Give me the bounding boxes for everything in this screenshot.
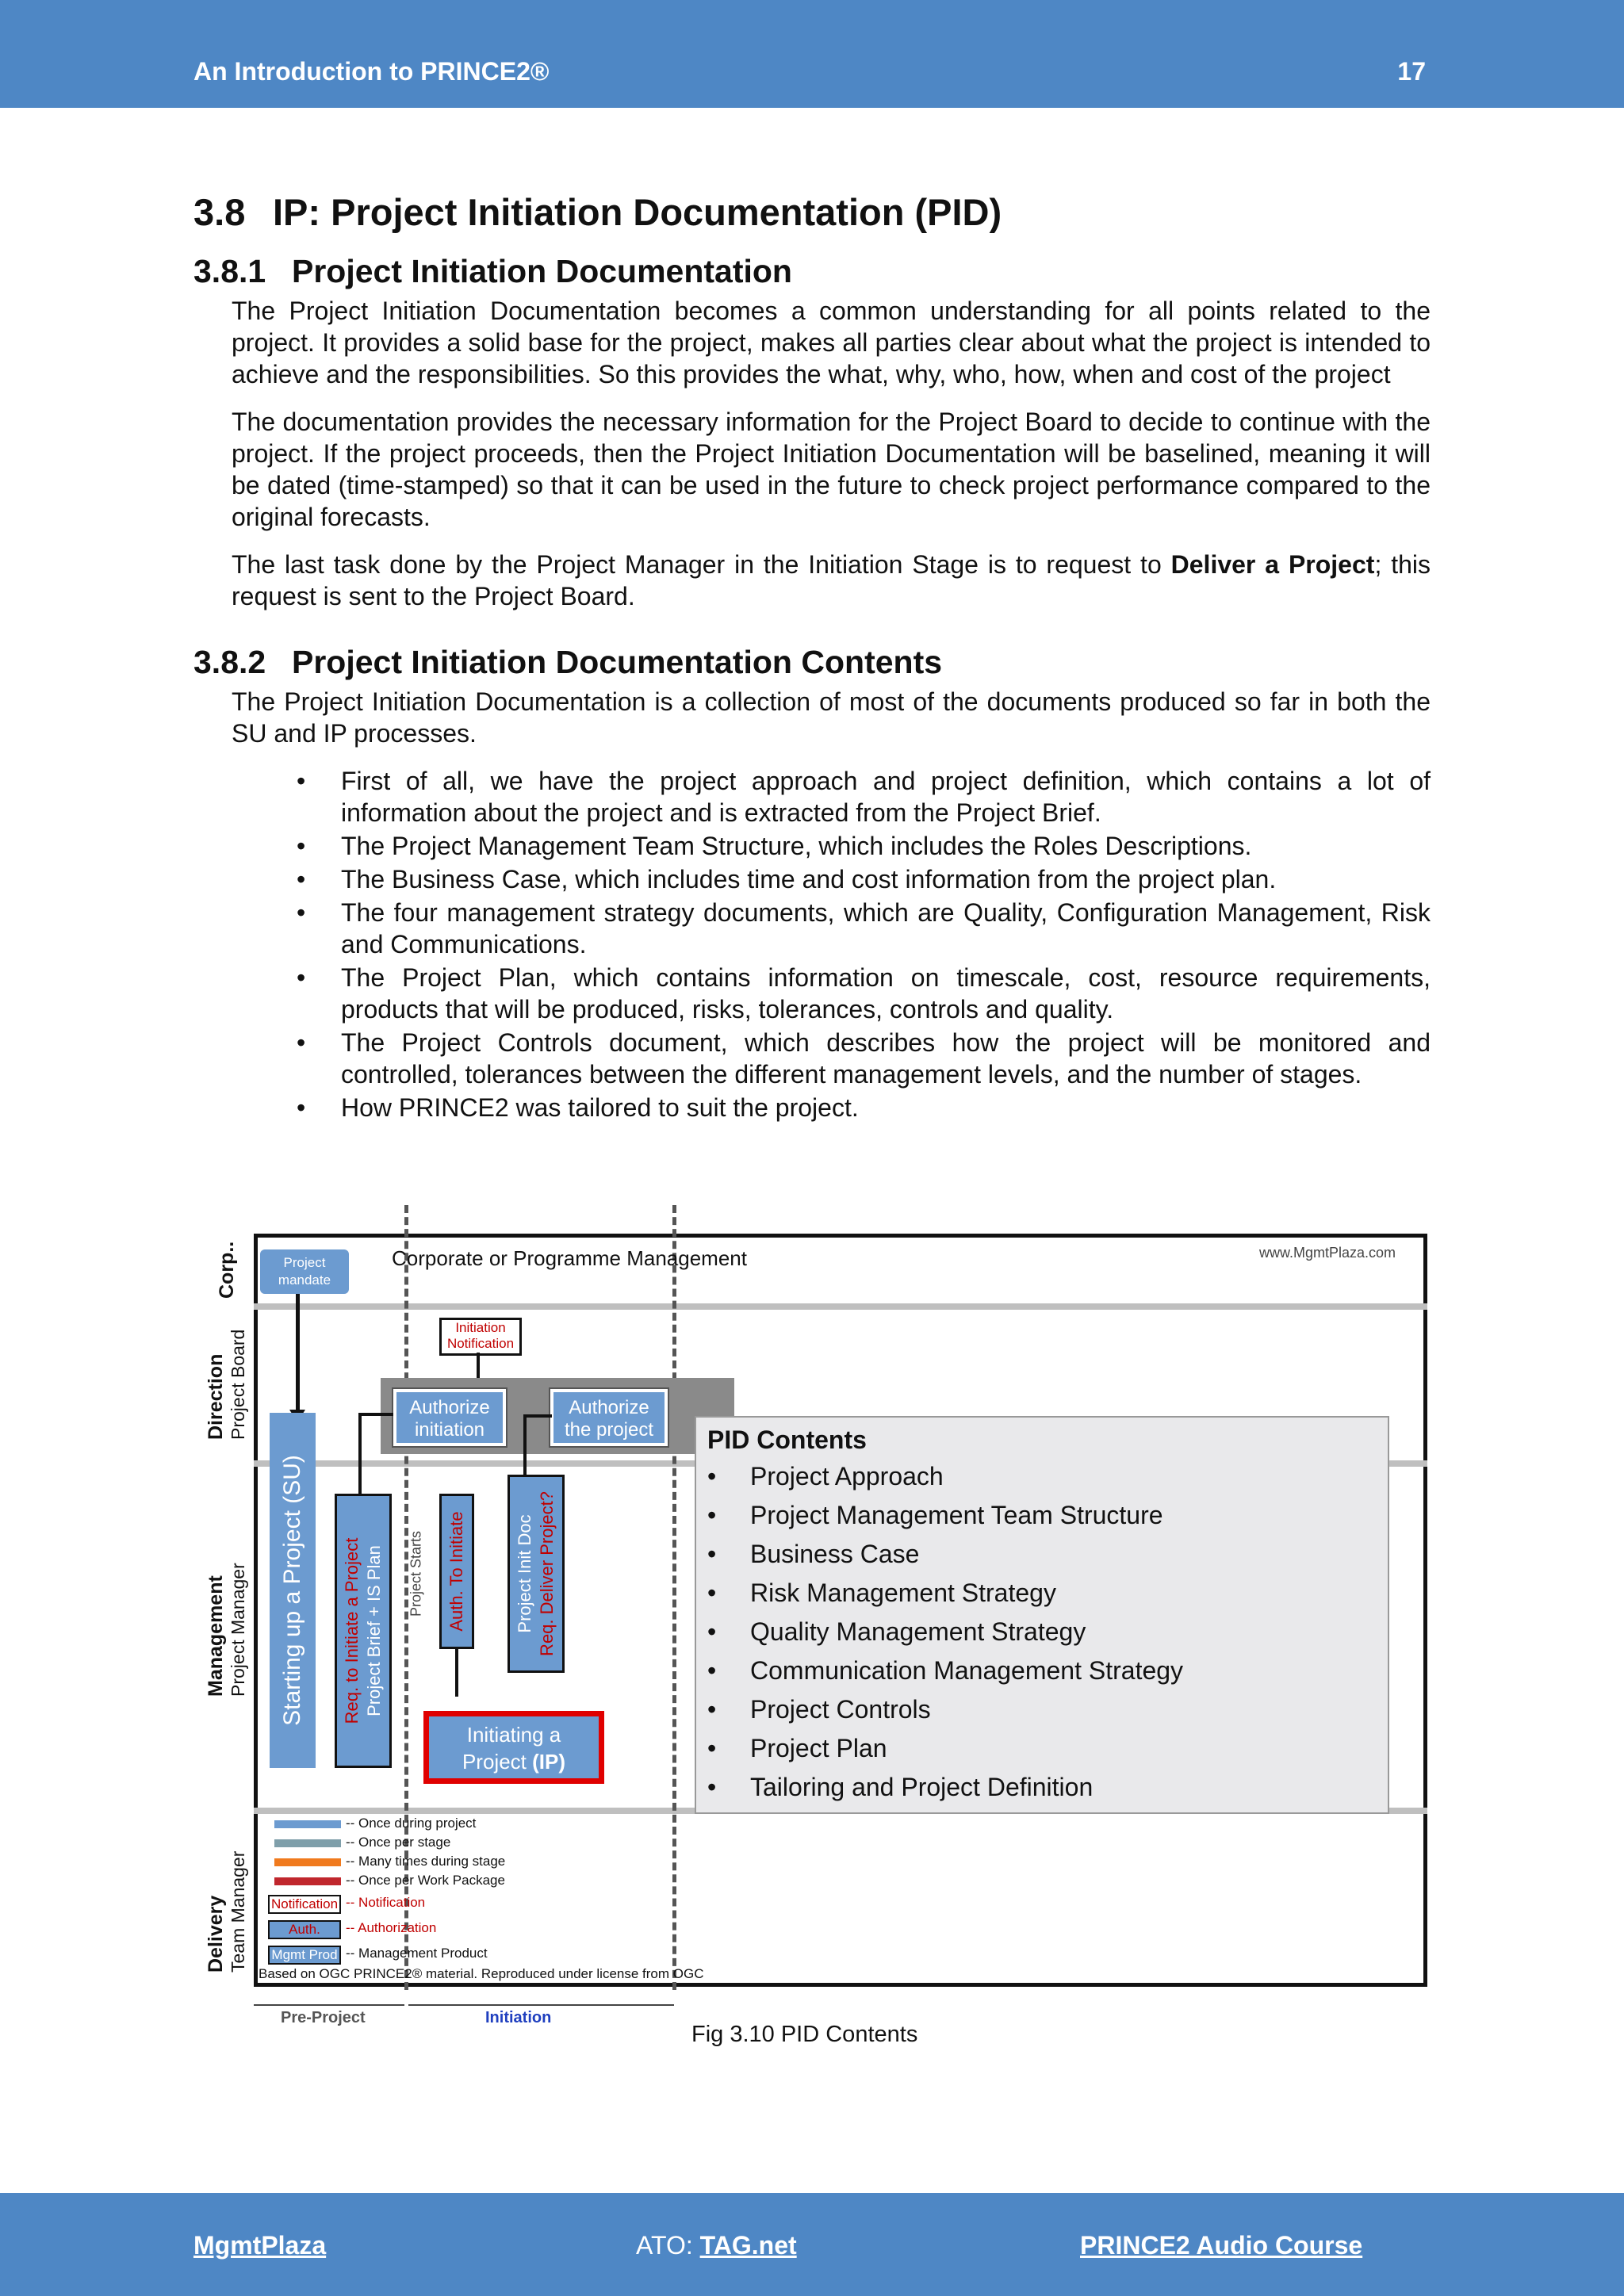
authorize-initiation-box: Authorize initiation <box>393 1389 506 1446</box>
project-starts-label: Project Starts <box>408 1530 424 1617</box>
figure-caption: Fig 3.10 PID Contents <box>691 2022 918 2047</box>
legend-once-stage: -- Once per stage <box>346 1835 451 1850</box>
paragraph-3: The last task done by the Project Manager in the Initiation Stage is to request to Deliver a Project; this request is sent to the Project Board. <box>232 550 1431 610</box>
source-note: Based on OGC PRINCE2® material. Reproduced under license from OGC <box>259 1966 704 1981</box>
page-number: 17 <box>1397 57 1426 86</box>
auth-to-initiate-bar <box>439 1494 474 1649</box>
legend-mgmt-product: -- Management Product <box>346 1946 488 1961</box>
legend-mgmt-box: Mgmt Prod <box>268 1946 341 1965</box>
pid-item: • Communication Management Strategy <box>707 1656 1184 1685</box>
list-item: • First of all, we have the project approach and project definition, which contains a lot of information about the project and is extracted from the Project Brief. <box>341 765 1431 828</box>
row-divider <box>254 1303 1427 1310</box>
page-footer <box>0 2193 1624 2296</box>
row-label-management: Management Project Manager <box>205 1563 248 1697</box>
pid-item: • Quality Management Strategy <box>707 1617 1086 1646</box>
pid-item: • Project Management Team Structure <box>707 1501 1163 1529</box>
website-label: www.MgmtPlaza.com <box>1259 1245 1396 1261</box>
list-item: • The Project Controls document, which describes how the project will be monitored and controlled, tolerances between the different management levels, and the number of stages. <box>341 1027 1431 1090</box>
pid-request-bar <box>508 1475 565 1673</box>
list-item: • The Project Plan, which contains information on timescale, cost, resource requirements, products that will be produced, risks, tolerances, controls and quality. <box>341 962 1431 1025</box>
legend-notification-box: Notification <box>268 1895 341 1914</box>
page-header <box>0 0 1624 108</box>
tag-net-link[interactable]: TAG.net <box>699 2231 797 2260</box>
pid-item: • Project Approach <box>707 1462 944 1490</box>
pid-bullet-list <box>193 765 1431 1123</box>
audio-course-link[interactable]: PRINCE2 Audio Course <box>1080 2231 1363 2260</box>
su-label: Starting up a Project (SU) <box>279 1455 305 1726</box>
list-item: • How PRINCE2 was tailored to suit the project. <box>341 1092 1431 1123</box>
initiation-label: Initiation <box>485 2009 552 2026</box>
request-to-initiate-bar <box>335 1494 392 1768</box>
row-label-direction: Direction Project Board <box>205 1329 248 1440</box>
pid-item: • Project Controls <box>707 1695 931 1724</box>
flow-arrow <box>296 1294 300 1413</box>
legend-once-project: -- Once during project <box>346 1816 477 1831</box>
pre-project-span <box>254 2004 404 2006</box>
section-heading: 3.8 IP: Project Initiation Documentation (PID) <box>193 191 1002 233</box>
mgmtplaza-link[interactable]: MgmtPlaza <box>193 2231 327 2260</box>
flow-arrow <box>523 1414 552 1418</box>
paragraph-2: The documentation provides the necessary information for the Project Board to decide to continue with the project. If the project proceeds, then the Project Initiation Documentation will be baselined, meaning it will be dated (time-stamped) so that it can be used in the future to check project performance compared to the original forecasts. <box>232 408 1431 531</box>
auth-to-initiate-label: Auth. To Initiate <box>446 1511 466 1632</box>
list-item: • The Business Case, which includes time and cost information from the project plan. <box>341 863 1431 895</box>
project-mandate-box: Project mandate <box>260 1249 349 1294</box>
pid-item: • Business Case <box>707 1540 920 1568</box>
legend-authorization: -- Authorization <box>346 1920 437 1935</box>
pre-project-label: Pre-Project <box>281 2009 366 2026</box>
project-starts-marker <box>404 1514 428 1633</box>
legend-swatch-once-wp <box>274 1877 341 1885</box>
flow-arrow <box>455 1649 458 1697</box>
pid-item: • Project Plan <box>707 1734 887 1762</box>
legend-auth-box: Auth. <box>268 1920 341 1939</box>
legend-many-times: -- Many times during stage <box>346 1854 506 1869</box>
legend-swatch-once-project <box>274 1820 341 1828</box>
starting-up-process-bar <box>270 1413 316 1768</box>
request-to-initiate-label: Req. to Initiate a Project Project Brief + IS Plan <box>342 1537 384 1724</box>
legend-swatch-many-times <box>274 1858 341 1866</box>
flow-arrow <box>358 1413 393 1416</box>
flow-arrow <box>523 1414 527 1475</box>
pid-request-label: Project Init Doc Req. Deliver Project? <box>515 1491 557 1656</box>
subsection-heading-2: 3.8.2 Project Initiation Documentation Contents <box>193 644 943 680</box>
paragraph-4: The Project Initiation Documentation is a collection of most of the documents produced so far in both the SU and IP processes. <box>232 687 1431 748</box>
initiating-project-box: Initiating a Project (IP) <box>423 1711 604 1784</box>
ato-label: ATO: TAG.net <box>636 2231 797 2260</box>
pid-contents-panel <box>695 1416 1389 1814</box>
flow-arrow <box>358 1413 362 1495</box>
initiation-notification-box: Initiation Notification <box>439 1318 522 1356</box>
paragraph-1: The Project Initiation Documentation becomes a common understanding for all points related to the project. It provides a solid base for the project, makes all parties clear about what the project is intended to achieve and the responsibilities. So this provides the what, why, who, how, when and cost of the project <box>232 297 1431 388</box>
pid-item: • Tailoring and Project Definition <box>707 1773 1094 1801</box>
stage-boundary-line <box>672 1205 676 1990</box>
document-title: An Introduction to PRINCE2® <box>193 57 550 86</box>
corporate-label: Corporate or Programme Management <box>392 1246 747 1270</box>
legend-swatch-once-stage <box>274 1839 341 1847</box>
pid-diagram <box>190 1205 1443 2030</box>
authorize-project-box: Authorize the project <box>550 1389 668 1446</box>
row-label-corp: Corp.. <box>216 1241 238 1299</box>
legend-once-wp: -- Once per Work Package <box>346 1873 505 1888</box>
main-content <box>193 190 1431 1125</box>
list-item: • The Project Management Team Structure, which includes the Roles Descriptions. <box>341 830 1431 862</box>
list-item: • The four management strategy documents, which are Quality, Configuration Management, Risk and Communications. <box>341 897 1431 960</box>
row-label-delivery: Delivery Team Manager <box>205 1850 248 1973</box>
subsection-heading-1: 3.8.1 Project Initiation Documentation <box>193 253 792 289</box>
pid-contents-title: PID Contents <box>707 1425 867 1454</box>
pid-item: • Risk Management Strategy <box>707 1578 1056 1607</box>
legend-notification: -- Notification <box>346 1895 426 1910</box>
initiation-span <box>408 2004 674 2006</box>
